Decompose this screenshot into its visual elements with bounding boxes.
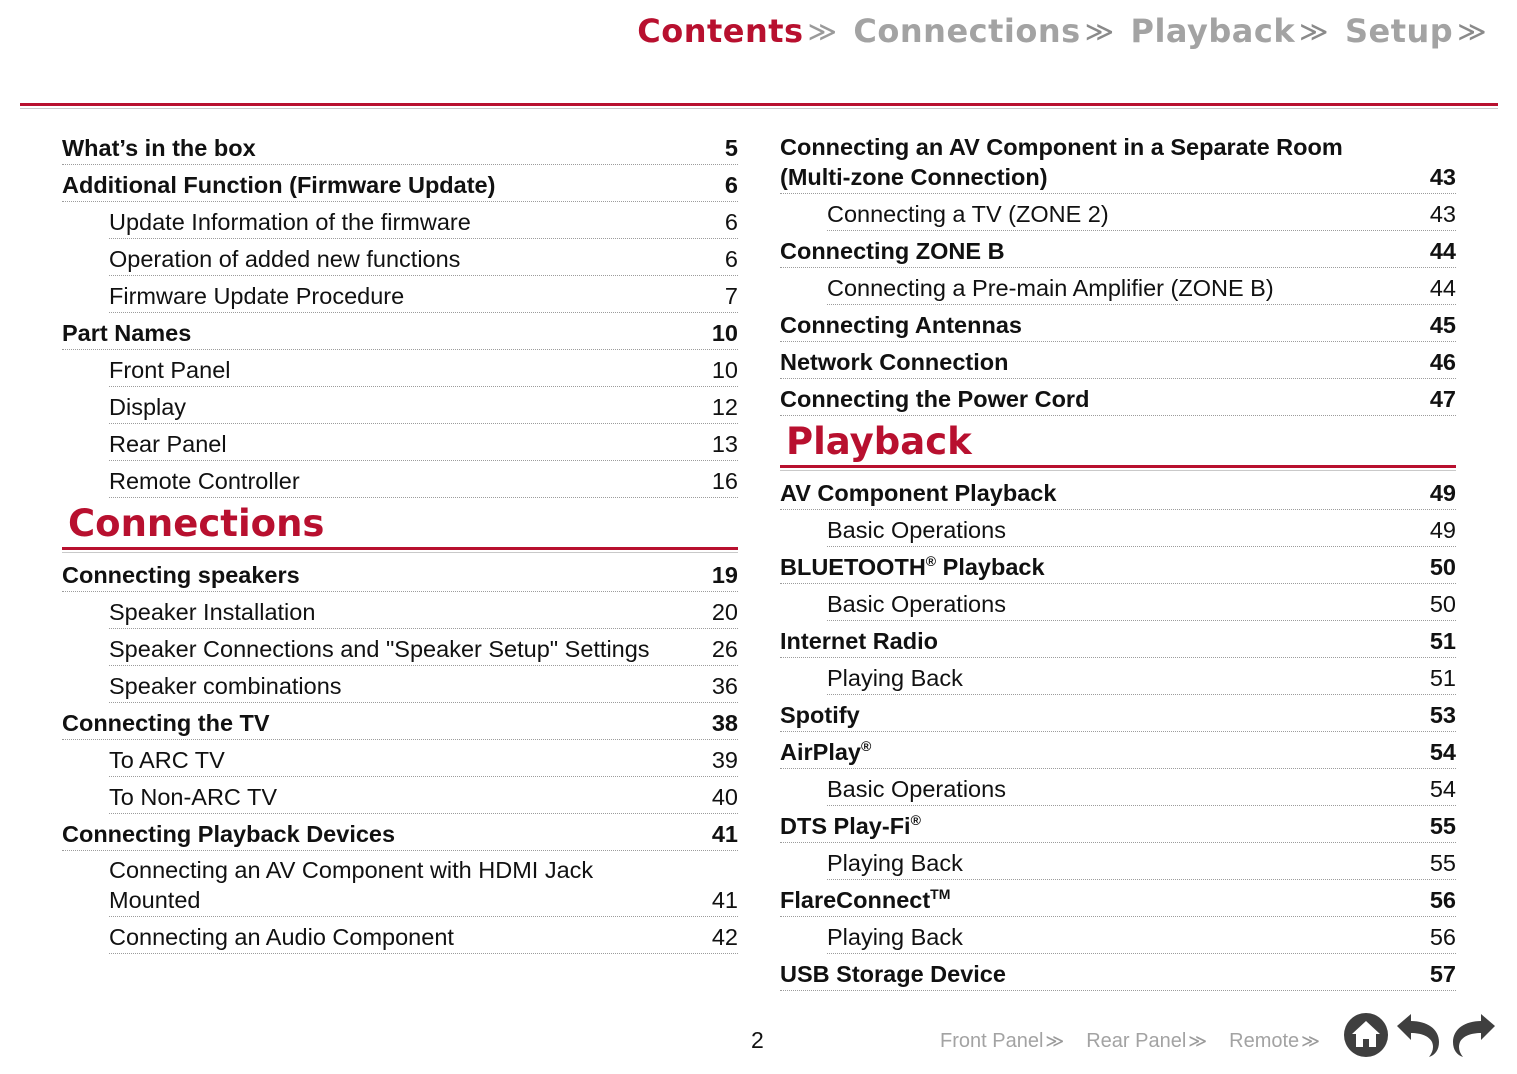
footer-link-remote[interactable] [1229, 1030, 1320, 1053]
top-navigation [637, 12, 1493, 50]
toc-entry-text: To ARC TV [109, 747, 225, 773]
toc-entry[interactable] [827, 194, 1456, 231]
chevron-right-icon: ≫ [1084, 14, 1115, 48]
toc-entry-title [827, 848, 1416, 878]
footer-link-label: Rear Panel [1086, 1030, 1187, 1052]
toc-entry-text: Connecting Playback Devices [62, 821, 396, 847]
toc-entry-text-suffix: Playback [936, 554, 1045, 580]
toc-entry[interactable] [62, 313, 738, 350]
toc-entry-title [780, 236, 1416, 266]
toc-entry-text: FlareConnect [780, 887, 931, 913]
toc-entry[interactable] [827, 843, 1456, 880]
toc-entry-text: Playing Back [827, 924, 963, 950]
toc-entry[interactable] [780, 342, 1456, 379]
toc-entry-page-number: 47 [1429, 386, 1456, 412]
toc-entry[interactable] [62, 165, 738, 202]
toc-entry-text: AV Component Playback [780, 480, 1057, 506]
toc-entry-text: Connecting speakers [62, 562, 300, 588]
toc-entry-title [780, 552, 1416, 582]
toc-entry-text: Internet Radio [780, 628, 938, 654]
toc-entry-title [780, 347, 1416, 377]
chevron-right-icon: ≫ [1301, 1031, 1321, 1051]
toc-entry-page-number: 55 [1429, 850, 1456, 876]
toc-entry-title [62, 170, 698, 200]
toc-entry-text: What’s in the box [62, 135, 256, 161]
toc-entry-page-number: 26 [711, 636, 738, 662]
toc-entry[interactable] [780, 231, 1456, 268]
toc-entry-page-number: 41 [711, 821, 738, 847]
toc-entry[interactable] [62, 555, 738, 592]
toc-entry-page-number: 51 [1429, 628, 1456, 654]
toc-entry[interactable] [780, 473, 1456, 510]
toc-entry[interactable] [827, 584, 1456, 621]
forward-icon[interactable] [1449, 1012, 1497, 1058]
toc-entry-page-number: 50 [1429, 554, 1456, 580]
toc-entry-title [109, 429, 698, 459]
home-icon[interactable] [1343, 1012, 1389, 1058]
toc-entry-page-number: 50 [1429, 591, 1456, 617]
toc-entry-text: Playing Back [827, 850, 963, 876]
toc-entry-title [109, 855, 698, 915]
tab-label: Setup [1344, 12, 1454, 50]
toc-entry-page-number: 7 [724, 283, 738, 309]
toc-entry[interactable] [780, 621, 1456, 658]
toc-entry-page-number: 44 [1429, 275, 1456, 301]
toc-entry-title [62, 133, 698, 163]
toc-entry-title [62, 318, 698, 348]
toc-entry-title [780, 384, 1416, 414]
toc-list-connections-continued [780, 128, 1456, 416]
footer-link-label: Remote [1229, 1030, 1300, 1052]
toc-entry-page-number: 44 [1429, 238, 1456, 264]
toc-entry-text: BLUETOOTH [780, 554, 926, 580]
toc-entry[interactable] [780, 806, 1456, 843]
tab-connections[interactable] [853, 12, 1120, 50]
toc-entry[interactable] [780, 305, 1456, 342]
toc-entry-title [780, 310, 1416, 340]
toc-entry[interactable] [62, 814, 738, 851]
toc-entry-page-number: 43 [1429, 201, 1456, 227]
toc-entry-text: USB Storage Device [780, 961, 1006, 987]
toc-entry-page-number: 16 [711, 468, 738, 494]
toc-entry-text: Connecting the Power Cord [780, 386, 1090, 412]
toc-entry-text: Update Information of the firmware [109, 209, 471, 235]
toc-entry-title [62, 560, 698, 590]
toc-entry-text: Basic Operations [827, 517, 1006, 543]
toc-entry-page-number: 55 [1429, 813, 1456, 839]
toc-entry[interactable] [780, 128, 1456, 194]
toc-entry-page-number: 40 [711, 784, 738, 810]
toc-entry-page-number: 13 [711, 431, 738, 457]
toc-entry-title [780, 959, 1416, 989]
chevron-right-icon: ≫ [1045, 1031, 1065, 1051]
toc-entry[interactable] [827, 510, 1456, 547]
toc-entry[interactable] [109, 350, 738, 387]
toc-entry-title [62, 708, 698, 738]
toc-entry[interactable] [109, 917, 738, 954]
toc-entry-title [780, 885, 1416, 915]
toc-entry[interactable] [109, 387, 738, 424]
toc-entry-text: Connecting the TV [62, 710, 270, 736]
toc-entry-text: Connecting an AV Component with HDMI Jack [109, 857, 594, 883]
toc-entry-text: Additional Function (Firmware Update) [62, 172, 496, 198]
header-divider [20, 103, 1498, 109]
toc-entry-text: Connecting ZONE B [780, 238, 1005, 264]
tab-label: Contents [637, 12, 804, 50]
tab-playback[interactable] [1131, 12, 1335, 50]
toc-entry[interactable] [780, 732, 1456, 769]
toc-entry[interactable] [109, 740, 738, 777]
toc-entry-text: To Non-ARC TV [109, 784, 278, 810]
toc-entry-page-number: 10 [711, 320, 738, 346]
footer-icons [1343, 1012, 1497, 1058]
toc-entry-page-number: 41 [711, 887, 738, 913]
toc-entry-page-number: 56 [1429, 887, 1456, 913]
chevron-right-icon: ≫ [1188, 1031, 1208, 1051]
chevron-right-icon: ≫ [1457, 14, 1487, 48]
toc-entry-page-number: 51 [1429, 665, 1456, 691]
footer-link-front-panel[interactable] [940, 1030, 1064, 1053]
toc-entry[interactable] [827, 658, 1456, 695]
toc-entry-text: Speaker combinations [109, 673, 342, 699]
registered-mark: ® [910, 812, 921, 828]
toc-entry-page-number: 6 [724, 209, 738, 235]
toc-list-general [62, 128, 738, 498]
toc-entry-text: Firmware Update Procedure [109, 283, 405, 309]
toc-entry-text: AirPlay [780, 739, 861, 765]
footer-navigation [940, 1030, 1320, 1053]
toc-entry-page-number: 10 [711, 357, 738, 383]
toc-entry-text: Basic Operations [827, 776, 1006, 802]
toc-entry-text: Operation of added new functions [109, 246, 461, 272]
toc-entry-title [109, 466, 698, 496]
toc-entry[interactable] [780, 695, 1456, 732]
toc-entry[interactable] [780, 880, 1456, 917]
trademark-mark: TM [930, 886, 951, 902]
toc-entry-title [109, 671, 698, 701]
toc-entry-page-number: 19 [711, 562, 738, 588]
section-divider [780, 465, 1456, 471]
toc-entry-title [827, 663, 1416, 693]
toc-entry[interactable] [827, 917, 1456, 954]
toc-entry-text: Front Panel [109, 357, 231, 383]
toc-entry-title [109, 634, 698, 664]
toc-entry-text: Connecting an AV Component in a Separate Room [780, 134, 1343, 160]
toc-entry-page-number: 54 [1429, 776, 1456, 802]
back-icon[interactable] [1395, 1012, 1443, 1058]
toc-entry-title [109, 244, 698, 274]
toc-entry-page-number: 54 [1429, 739, 1456, 765]
toc-entry-page-number: 56 [1429, 924, 1456, 950]
chevron-right-icon: ≫ [1299, 14, 1329, 48]
toc-right-column [780, 128, 1456, 991]
footer-link-rear-panel[interactable] [1086, 1030, 1207, 1053]
toc-entry[interactable] [109, 424, 738, 461]
registered-mark: ® [861, 738, 872, 754]
toc-entry-text: Connecting an Audio Component [109, 924, 454, 950]
toc-entry[interactable] [109, 592, 738, 629]
toc-entry-title [780, 478, 1416, 508]
toc-entry-text: Display [109, 394, 187, 420]
toc-entry-title [780, 737, 1416, 767]
toc-entry-text-line2: (Multi-zone Connection) [780, 164, 1048, 190]
chevron-right-icon: ≫ [807, 14, 838, 48]
toc-entry-text: Playing Back [827, 665, 963, 691]
toc-entry[interactable] [827, 268, 1456, 305]
toc-entry-title [780, 700, 1416, 730]
toc-entry-page-number: 42 [711, 924, 738, 950]
toc-entry[interactable] [109, 239, 738, 276]
toc-entry-text: Connecting a Pre-main Amplifier (ZONE B) [827, 275, 1274, 301]
toc-entry-text: Network Connection [780, 349, 1009, 375]
toc-entry-page-number: 46 [1429, 349, 1456, 375]
toc-entry-page-number: 20 [711, 599, 738, 625]
tab-contents[interactable] [637, 12, 843, 50]
toc-entry[interactable] [109, 202, 738, 239]
toc-list-playback [780, 473, 1456, 991]
toc-entry-title [109, 597, 698, 627]
toc-entry[interactable] [62, 703, 738, 740]
toc-entry-page-number: 12 [711, 394, 738, 420]
tab-label: Playback [1130, 12, 1296, 50]
toc-entry-page-number: 6 [724, 246, 738, 272]
toc-entry-title [780, 132, 1416, 192]
tab-label: Connections [853, 12, 1081, 50]
toc-entry-text: DTS Play-Fi [780, 813, 911, 839]
toc-entry[interactable] [109, 851, 738, 917]
toc-entry-page-number: 39 [711, 747, 738, 773]
toc-entry-title [827, 273, 1416, 303]
toc-entry-title [109, 392, 698, 422]
toc-list-connections [62, 555, 738, 954]
toc-entry-page-number: 36 [711, 673, 738, 699]
registered-mark: ® [925, 553, 937, 569]
toc-entry[interactable] [109, 461, 738, 498]
toc-entry-text: Spotify [780, 702, 860, 728]
section-title-playback: Playback [786, 420, 972, 463]
toc-entry-page-number: 49 [1429, 480, 1456, 506]
toc-entry-title [827, 515, 1416, 545]
toc-entry[interactable] [109, 777, 738, 814]
toc-entry[interactable] [109, 666, 738, 703]
toc-entry-title [109, 782, 698, 812]
toc-entry-page-number: 5 [724, 135, 738, 161]
toc-entry-title [109, 922, 698, 952]
toc-entry-title [62, 819, 698, 849]
toc-entry-title [780, 626, 1416, 656]
toc-entry-text: Rear Panel [109, 431, 227, 457]
toc-entry-title [827, 199, 1416, 229]
toc-entry-text: Basic Operations [827, 591, 1006, 617]
toc-entry[interactable] [109, 276, 738, 313]
toc-entry-text: Speaker Installation [109, 599, 316, 625]
toc-entry[interactable] [780, 547, 1456, 584]
toc-left-column [62, 128, 738, 954]
toc-entry-title [827, 774, 1416, 804]
toc-entry-text-line2: Mounted [109, 887, 201, 913]
toc-entry-title [109, 281, 698, 311]
toc-entry-page-number: 43 [1429, 164, 1456, 190]
toc-entry-text: Connecting Antennas [780, 312, 1022, 338]
toc-entry-title [109, 745, 698, 775]
toc-entry-text: Speaker Connections and "Speaker Setup" Settings [109, 636, 650, 662]
toc-entry-page-number: 38 [711, 710, 738, 736]
toc-entry[interactable] [109, 629, 738, 666]
toc-entry-title [827, 589, 1416, 619]
toc-entry[interactable] [62, 128, 738, 165]
toc-entry-text: Remote Controller [109, 468, 300, 494]
toc-entry-text: Connecting a TV (ZONE 2) [827, 201, 1109, 227]
toc-entry-page-number: 53 [1429, 702, 1456, 728]
page-number: 2 [751, 1027, 764, 1053]
toc-entry-title [780, 811, 1416, 841]
section-divider [62, 547, 738, 553]
toc-entry[interactable] [827, 769, 1456, 806]
toc-entry-page-number: 45 [1429, 312, 1456, 338]
toc-entry[interactable] [780, 379, 1456, 416]
footer-link-label: Front Panel [940, 1030, 1044, 1052]
toc-entry-title [827, 922, 1416, 952]
toc-entry-page-number: 57 [1429, 961, 1456, 987]
section-title-connections: Connections [68, 502, 325, 545]
toc-entry-page-number: 6 [724, 172, 738, 198]
tab-setup[interactable] [1345, 12, 1493, 50]
toc-entry-title [109, 355, 698, 385]
toc-entry-text: Part Names [62, 320, 192, 346]
toc-entry[interactable] [780, 954, 1456, 991]
toc-entry-title [109, 207, 698, 237]
toc-entry-page-number: 49 [1429, 517, 1456, 543]
